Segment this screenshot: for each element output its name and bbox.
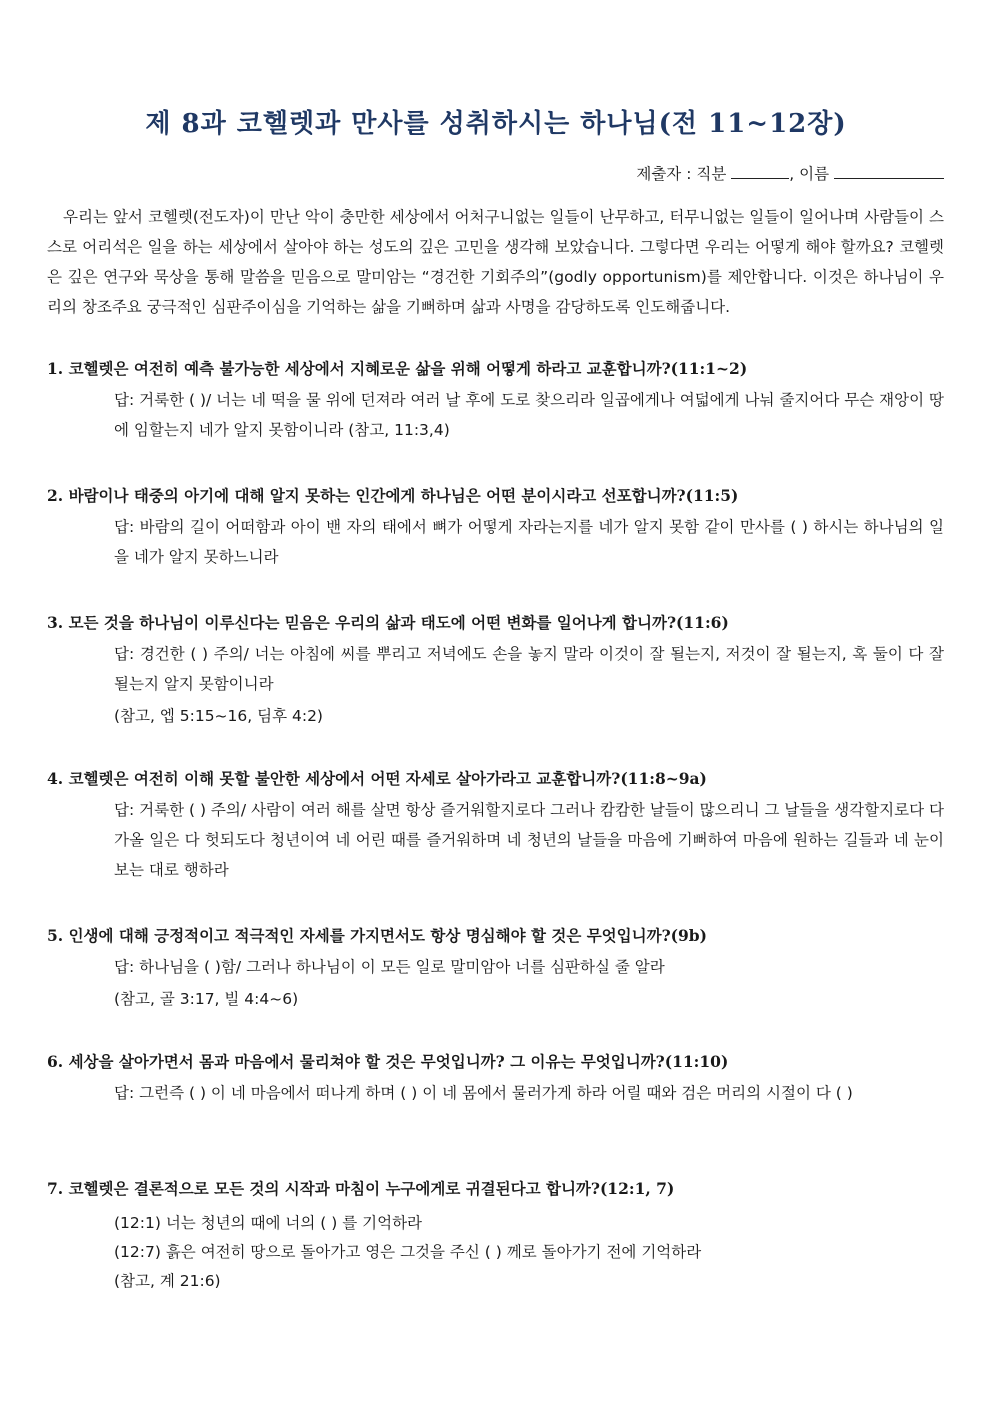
reference-3: (참고, 엡 5:15~16, 딤후 4:2) <box>114 707 323 725</box>
reference-7: (참고, 계 21:6) <box>114 1272 221 1290</box>
intro-paragraph: 우리는 앞서 코헬렛(전도자)이 만난 악이 충만한 세상에서 어처구니없는 일들이 난무하고, 터무니없는 일들이 일어나며 사람들이 스스로 어리석은 일을 하는 세상에서 살아야 하는 성도의 깊은 고민을 생각해 보았습니다. 그렇다면 우리는 어떻게 해야 할까요? 코헬렛은 깊은 연구와 묵상을 통해 말씀을 믿음으로 말미암는 “경건한 기회주의”(godly opportunism)를 제안합니다. 이것은 하나님이 우리의 창조주요 궁극적인 심판주이심을 기억하는 삶을 기뻐하며 삶과 사명을 감당하도록 인도해줍니다. <box>47 208 944 316</box>
answer-5: 답: 하나님을 ( )함/ 그러나 하나님이 이 모든 일로 말미암아 너를 심판하실 줄 알라 <box>114 958 665 976</box>
name-blank[interactable] <box>834 164 944 179</box>
answer-1: 답: 거룩한 ( )/ 너는 네 떡을 물 위에 던져라 여러 날 후에 도로 찾으리라 일곱에게나 여덟에게 나눠 줄지어다 무슨 재앙이 땅에 임할는지 네가 알지 못함이니라 (참고, 11:3,4) <box>114 391 944 439</box>
role-blank[interactable] <box>731 164 789 179</box>
reference-5: (참고, 골 3:17, 빌 4:4~6) <box>114 990 299 1008</box>
question-4: 4. 코헬렛은 여전히 이해 못할 불안한 세상에서 어떤 자세로 살아가라고 교훈합니까?(11:8~9a) <box>47 769 707 788</box>
question-2: 2. 바람이나 태중의 아기에 대해 알지 못하는 인간에게 하나님은 어떤 분이시라고 선포합니까?(11:5) <box>47 486 739 505</box>
answer-6: 답: 그런즉 ( ) 이 네 마음에서 떠나게 하며 ( ) 이 네 몸에서 물러가게 하라 어릴 때와 검은 머리의 시절이 다 ( ) <box>114 1084 853 1102</box>
answer-7-line-1: (12:1) 너는 청년의 때에 너의 ( ) 를 기억하라 <box>114 1214 423 1232</box>
question-3: 3. 모든 것을 하나님이 이루신다는 믿음은 우리의 삶과 태도에 어떤 변화를 일어나게 합니까?(11:6) <box>47 613 729 632</box>
answer-7-line-2: (12:7) 흙은 여전히 땅으로 돌아가고 영은 그것을 주신 ( ) 께로 돌아가기 전에 기억하라 <box>114 1243 702 1261</box>
question-7: 7. 코헬렛은 결론적으로 모든 것의 시작과 마침이 누구에게로 귀결된다고 합니까?(12:1, 7) <box>47 1179 675 1198</box>
submitter-role-label: 제출자 : 직분 <box>636 165 727 183</box>
answer-4: 답: 거룩한 ( ) 주의/ 사람이 여러 해를 살면 항상 즐거워할지로다 그러나 캄캄한 날들이 많으리니 그 날들을 생각할지로다 다가올 일은 다 헛되도다 청년이여 네 어린 때를 즐거워하며 네 청년의 날들을 마음에 기뻐하여 마음에 원하는 길들과 네 눈이 보는 대로 행하라 <box>114 801 944 879</box>
submitter-line <box>636 162 944 184</box>
submitter-name-label: , 이름 <box>789 165 830 183</box>
page-title: 제 8과 코헬렛과 만사를 성취하시는 하나님(전 11~12장) <box>145 109 847 139</box>
answer-2: 답: 바람의 길이 어떠함과 아이 밴 자의 태에서 뼈가 어떻게 자라는지를 네가 알지 못함 같이 만사를 ( ) 하시는 하나님의 일을 네가 알지 못하느니라 <box>114 518 944 566</box>
question-6: 6. 세상을 살아가면서 몸과 마음에서 물리쳐야 할 것은 무엇입니까? 그 이유는 무엇입니까?(11:10) <box>47 1052 729 1071</box>
answer-3: 답: 경건한 ( ) 주의/ 너는 아침에 씨를 뿌리고 저녁에도 손을 놓지 말라 이것이 잘 될는지, 저것이 잘 될는지, 혹 둘이 다 잘 될는지 알지 못함이니라 <box>114 645 944 693</box>
question-1: 1. 코헬렛은 여전히 예측 불가능한 세상에서 지혜로운 삶을 위해 어떻게 하라고 교훈합니까?(11:1~2) <box>47 359 748 378</box>
question-5: 5. 인생에 대해 긍정적이고 적극적인 자세를 가지면서도 항상 명심해야 할 것은 무엇입니까?(9b) <box>47 926 707 945</box>
